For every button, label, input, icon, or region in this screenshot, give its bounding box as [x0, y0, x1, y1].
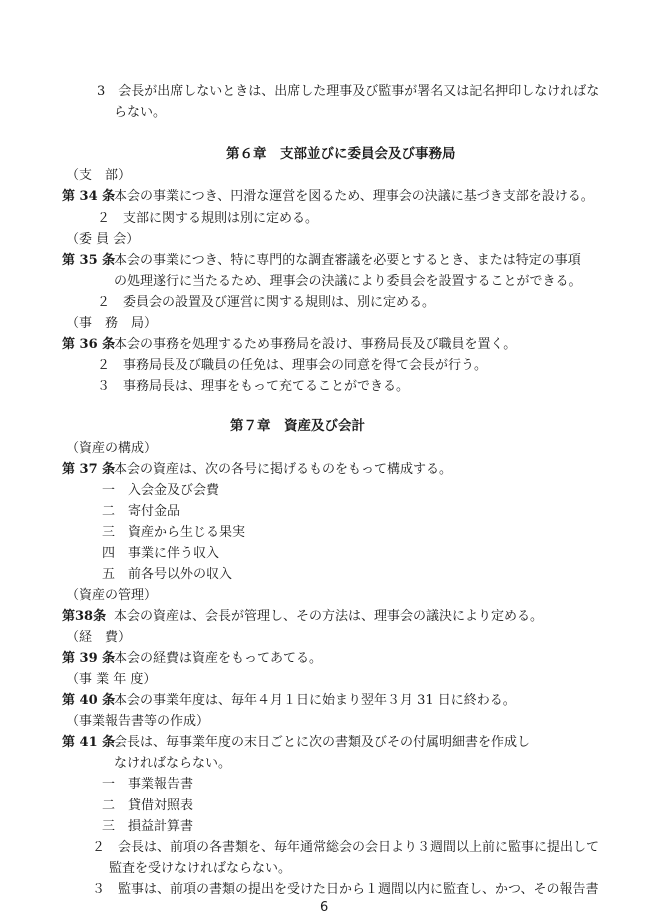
article-38-text: 本会の資産は、会長が管理し、その方法は、理事会の議決により定める。: [114, 609, 544, 624]
article-37-text: 本会の資産は、次の各号に掲げるものをもって構成する。: [114, 462, 453, 477]
article-37-item-1: 一 入会金及び会費: [102, 483, 220, 498]
article-39-text: 本会の経費は資産をもってあてる。: [114, 651, 323, 666]
article-41-cont: なければならない。: [114, 756, 232, 771]
article-37-item-4: 四 事業に伴う収入: [102, 546, 220, 561]
article-35: [62, 254, 581, 267]
article-33-para-3-cont: らない。: [114, 105, 167, 120]
article-36-para-3: ３ 事務局長は、理事をもって充てることができる。: [97, 379, 410, 394]
article-34: [62, 190, 594, 203]
article-37-item-5: 五 前各号以外の収入: [102, 567, 233, 582]
article-37-item-3: 三 資産から生じる果実: [102, 525, 246, 540]
article-36-text: 本会の事務を処理するため事務局を設け、事務局長及び職員を置く。: [114, 337, 517, 352]
article-41-para-2: ２ 会長は、前項の各書類を、毎年通常総会の会日より３週間以上前に監事に提出して: [92, 840, 600, 855]
caption-iinkai: （委 員 会）: [66, 232, 140, 247]
chapter-7-heading: 第７章 資産及び会計: [230, 418, 365, 434]
caption-shibu: （支 部）: [66, 168, 132, 183]
article-35-text: 本会の事業につき、特に専門的な調査審議を必要とするとき、または特定の事項: [114, 253, 581, 268]
article-41: [62, 736, 530, 749]
article-41-para-3: ３ 監事は、前項の書類の提出を受けた日から１週間以内に監査し、かつ、その報告書: [92, 882, 599, 897]
article-38: [62, 610, 543, 623]
article-41-item-2: 二 貸借対照表: [102, 798, 194, 813]
article-41-label: 第 41 条: [62, 735, 116, 750]
caption-jimukyoku: （事 務 局）: [66, 316, 158, 331]
article-41-para-2-cont: 監査を受けなければならない。: [109, 861, 292, 876]
caption-kanri: （資産の管理）: [66, 588, 158, 603]
caption-keihi: （経 費）: [66, 630, 132, 645]
article-36-para-2: ２ 事務局長及び職員の任免は、理事会の同意を得て会長が行う。: [97, 358, 488, 373]
article-37: [62, 463, 452, 476]
caption-kosei: （資産の構成）: [66, 441, 158, 456]
article-40-text: 本会の事業年度は、毎年４月１日に始まり翌年３月 31 日に終わる。: [114, 693, 516, 708]
article-35-cont: の処理遂行に当たるため、理事会の決議により委員会を設置することができる。: [114, 274, 582, 289]
article-34-text: 本会の事業につき、円滑な運営を図るため、理事会の決議に基づき支部を設ける。: [114, 189, 594, 204]
page-number: 6: [320, 900, 329, 915]
article-39: [62, 652, 322, 665]
chapter-6-heading: 第６章 支部並びに委員会及び事務局: [226, 146, 456, 162]
article-41-item-3: 三 損益計算書: [102, 819, 194, 834]
article-36-label: 第 36 条: [62, 337, 116, 352]
article-37-item-2: 二 寄付金品: [102, 504, 181, 519]
article-40: [62, 694, 516, 707]
caption-nendo: （事 業 年 度）: [66, 672, 157, 687]
article-37-label: 第 37 条: [62, 462, 116, 477]
caption-hokoku: （事業報告書等の作成）: [66, 714, 210, 729]
article-40-label: 第 40 条: [62, 693, 116, 708]
article-38-label: 第38条: [62, 609, 107, 624]
article-39-label: 第 39 条: [62, 651, 116, 666]
article-41-text: 会長は、毎事業年度の末日ごとに次の書類及びその付属明細書を作成し: [114, 735, 531, 750]
article-33-para-3: 3 会長が出席しないときは、出席した理事及び監事が署名又は記名押印しなければな: [97, 84, 600, 99]
article-41-item-1: 一 事業報告書: [102, 777, 194, 792]
article-34-label: 第 34 条: [62, 189, 116, 204]
article-35-para-2: ２ 委員会の設置及び運営に関する規則は、別に定める。: [97, 295, 436, 310]
article-35-label: 第 35 条: [62, 253, 116, 268]
article-36: [62, 338, 516, 351]
article-34-para-2: ２ 支部に関する規則は別に定める。: [97, 211, 319, 226]
